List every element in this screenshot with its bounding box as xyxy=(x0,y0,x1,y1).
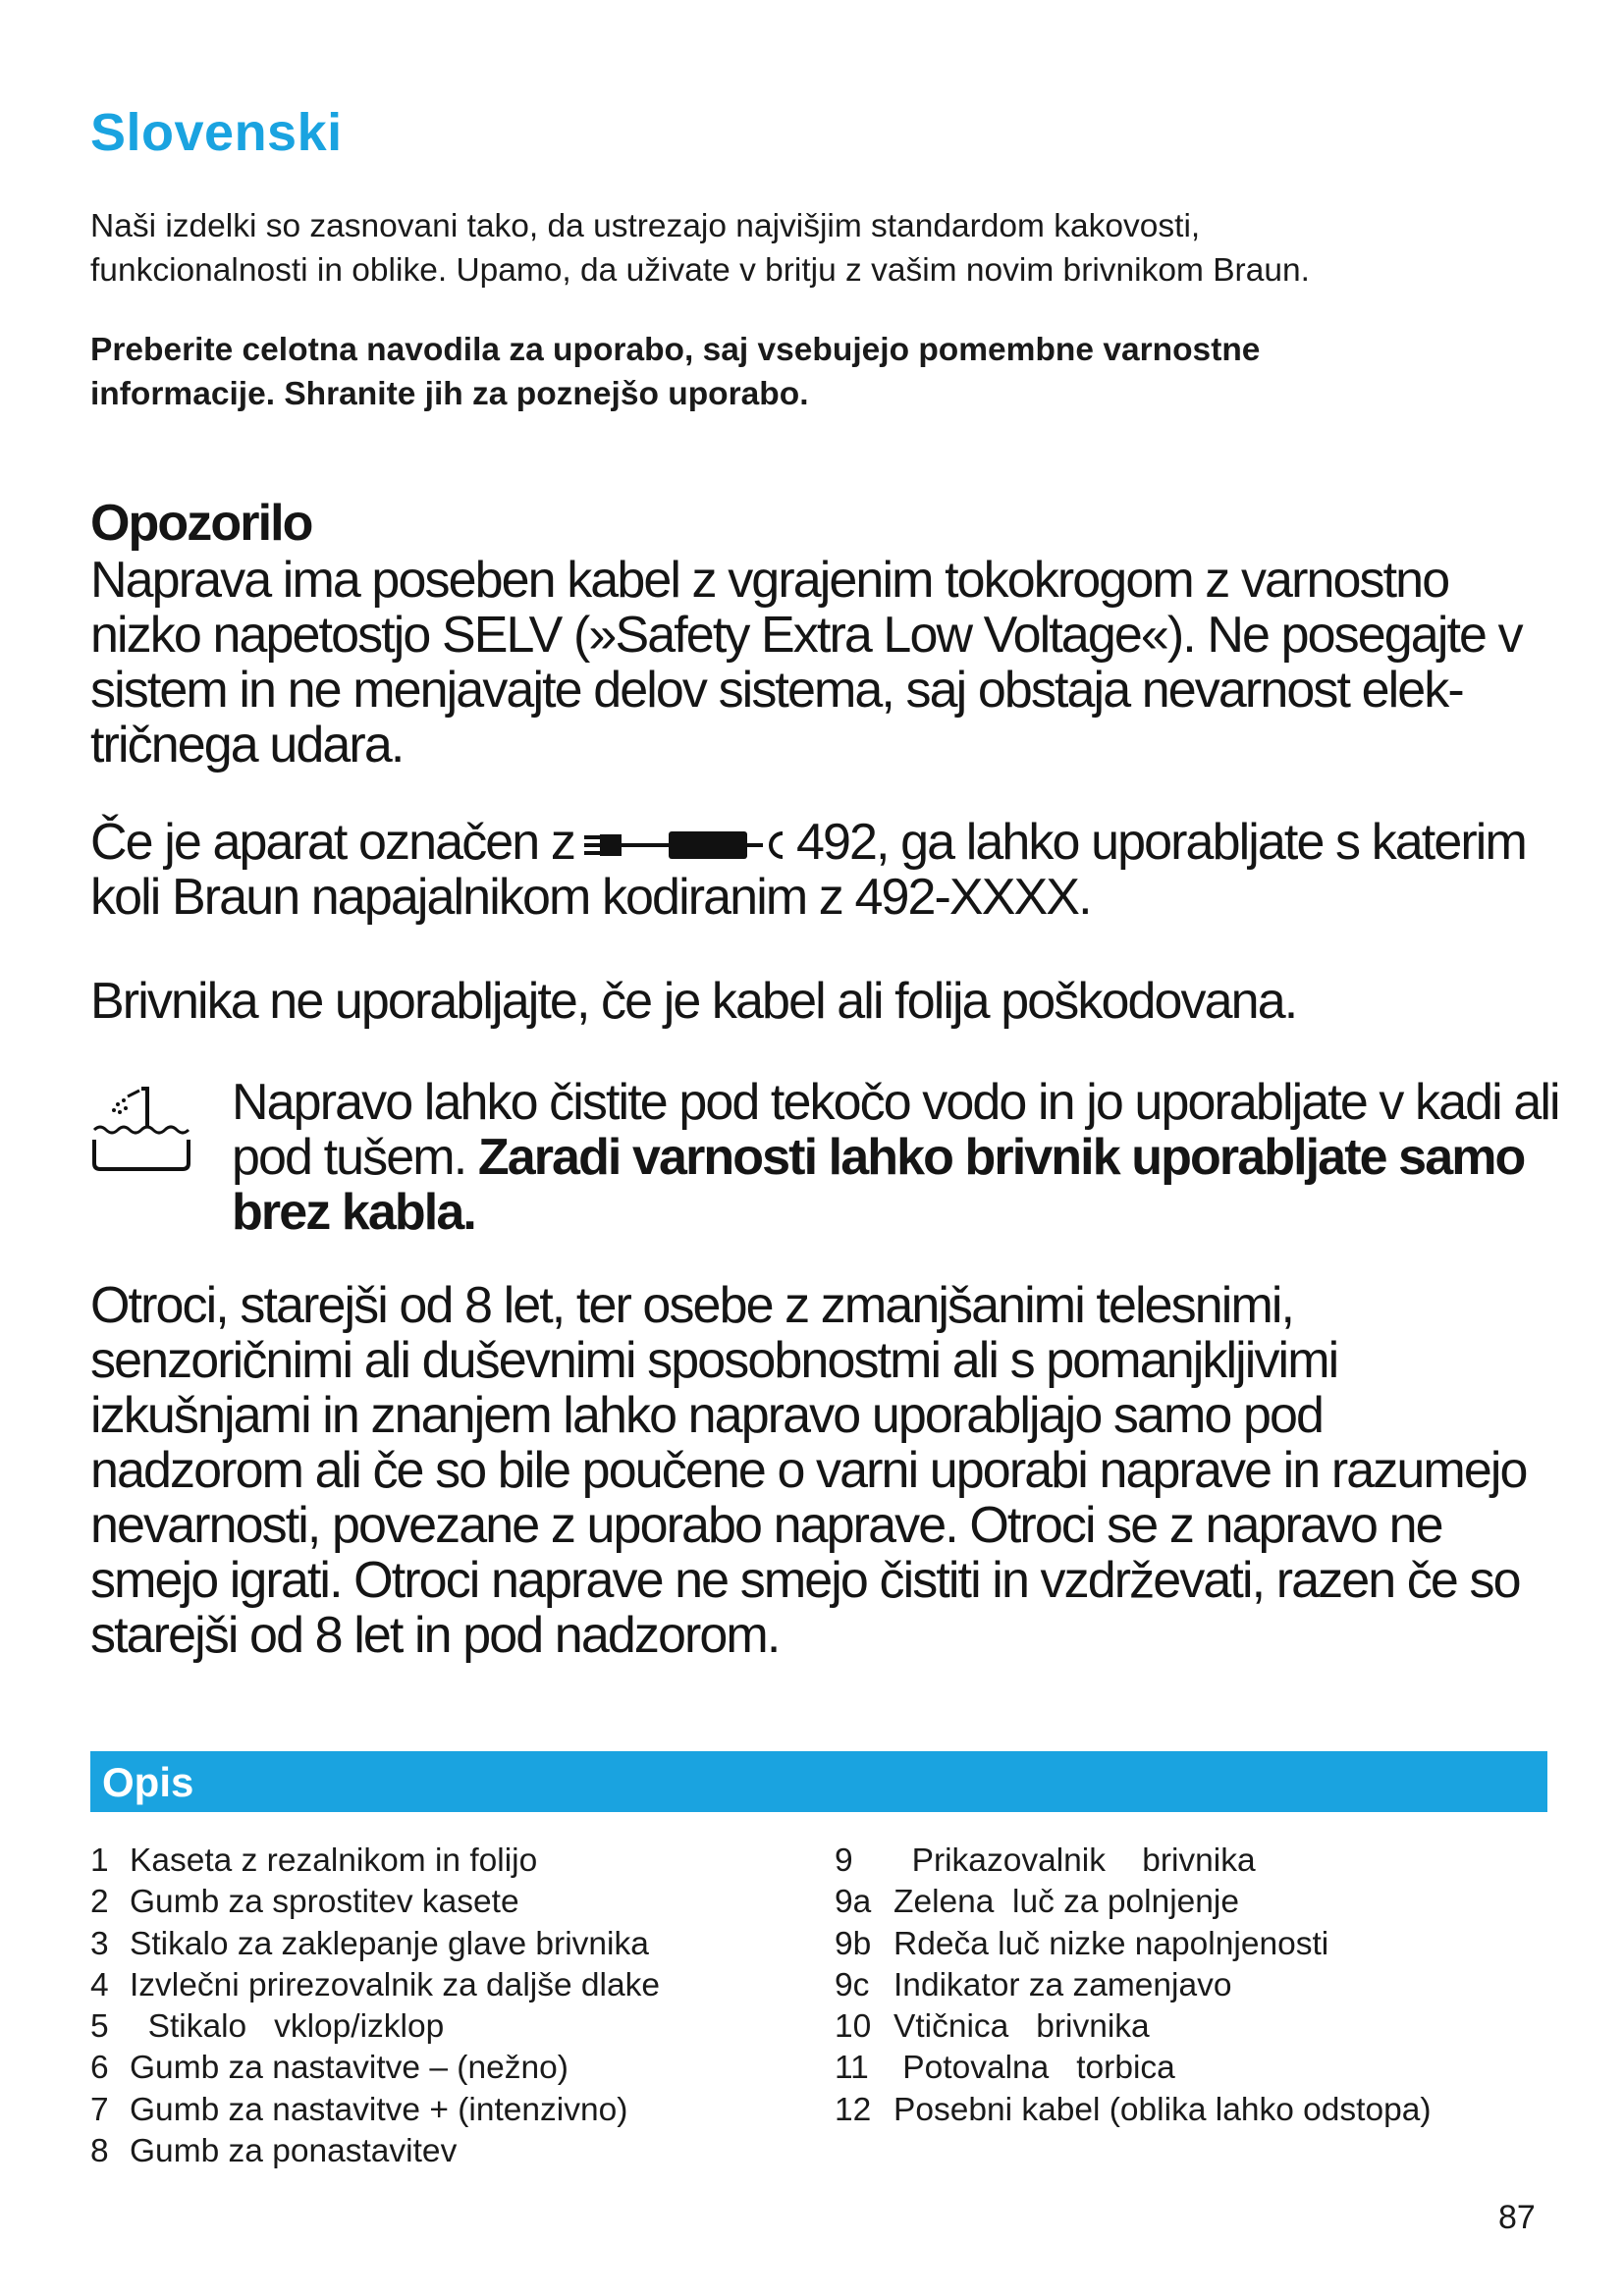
warning-water-paragraph xyxy=(232,1075,1587,1240)
list-item: 8 Gumb za ponastavitev xyxy=(90,2133,458,2170)
list-item: 5 Stikalo vklop/izklop xyxy=(90,2008,445,2046)
description-section-bar xyxy=(90,1751,1547,1812)
list-item: 2 Gumb za sprostitev kasete xyxy=(90,1884,519,1921)
page-number: 87 xyxy=(1498,2199,1536,2236)
list-item: 6 Gumb za nastavitve – (nežno) xyxy=(90,2050,568,2087)
shower-bath-icon xyxy=(88,1085,196,1173)
warning-adapter-paragraph xyxy=(90,815,1563,925)
list-item: 12 Posebni kabel (oblika lahko odstopa) xyxy=(835,2091,1432,2128)
list-item: 11 Potovalna torbica xyxy=(835,2050,1175,2087)
warning-heading: Opozorilo xyxy=(90,495,312,552)
warning-damaged-paragraph: Brivnika ne uporabljajte, če je kabel ali folija poškodovana. xyxy=(90,973,1297,1030)
list-item: 3 Stikalo za zaklepanje glave brivnika xyxy=(90,1925,649,1962)
list-item: 1 Kaseta z rezalnikom in folijo xyxy=(90,1842,538,1879)
intro-instruction-bold: Preberite celotna navodila za uporabo, saj vsebujejo pomembne varnostne informacije. Shranite jih za poznejšo uporabo. xyxy=(90,332,1261,412)
intro-paragraph: Naši izdelki so zasnovani tako, da ustrezajo najvišjim standardom kakovosti, funkcionalnosti in oblike. Upamo, da uživate v britju z vašim novim brivnikom Braun. xyxy=(90,208,1310,289)
list-item: 9a Zelena luč za polnjenje xyxy=(835,1884,1239,1921)
adapter-text-after: 492, ga lahko uporabljate s katerim xyxy=(795,814,1526,871)
list-item: 9 Prikazovalnik brivnika xyxy=(835,1842,1256,1879)
power-connector-icon xyxy=(580,826,786,865)
list-item: 9c Indikator za zamenjavo xyxy=(835,1966,1232,2003)
language-heading: Slovenski xyxy=(90,103,343,162)
list-item: 10 Vtičnica brivnika xyxy=(835,2008,1150,2046)
water-text-bold: Zaradi varnosti lahko brivnik uporabljate samo brez kabla. xyxy=(232,1129,1525,1241)
list-item: 9b Rdeča luč nizke napolnjenosti xyxy=(835,1925,1329,1962)
parts-list-left xyxy=(90,1841,797,2172)
warning-children-paragraph: Otroci, starejši od 8 let, ter osebe z zmanjšanimi telesnimi, senzoričnimi ali duševnimi sposobnostmi ali s pomanjkljivimi izkušnjami in znanjem lahko napravo uporabljajo samo pod nadzorom ali če so bile poučene o varni uporabi naprave in razumejo nevarnosti, povezane z uporabo naprave. Otroci se z napravo ne smejo igrati. Otroci naprave ne smejo čistiti in vzdrževati, razen če so starejši od 8 let in pod nadzorom. xyxy=(90,1277,1527,1664)
water-text-normal: Napravo lahko čistite pod tekočo vodo in jo uporabljate v kadi ali pod tušem. xyxy=(232,1074,1559,1186)
adapter-text-before: Če je aparat označen z xyxy=(90,814,574,871)
adapter-text-line2: koli Braun napajalnikom kodiranim z 492-XXXX. xyxy=(90,869,1091,926)
list-item: 4 Izvlečni prirezovalnik za daljše dlake xyxy=(90,1966,660,2003)
warning-selv-paragraph: Naprava ima poseben kabel z vgrajenim tokokrogom z varnostno nizko napetostjo SELV (»Safety Extra Low Voltage«). Ne posegajte v sistem in ne menjavajte delov sistema, saj obstaja nevarnost elek- tričnega udara. xyxy=(90,552,1522,774)
parts-list-right xyxy=(835,1841,1561,2131)
description-title: Opis xyxy=(102,1759,194,1805)
list-item: 7 Gumb za nastavitve + (intenzivno) xyxy=(90,2091,628,2128)
